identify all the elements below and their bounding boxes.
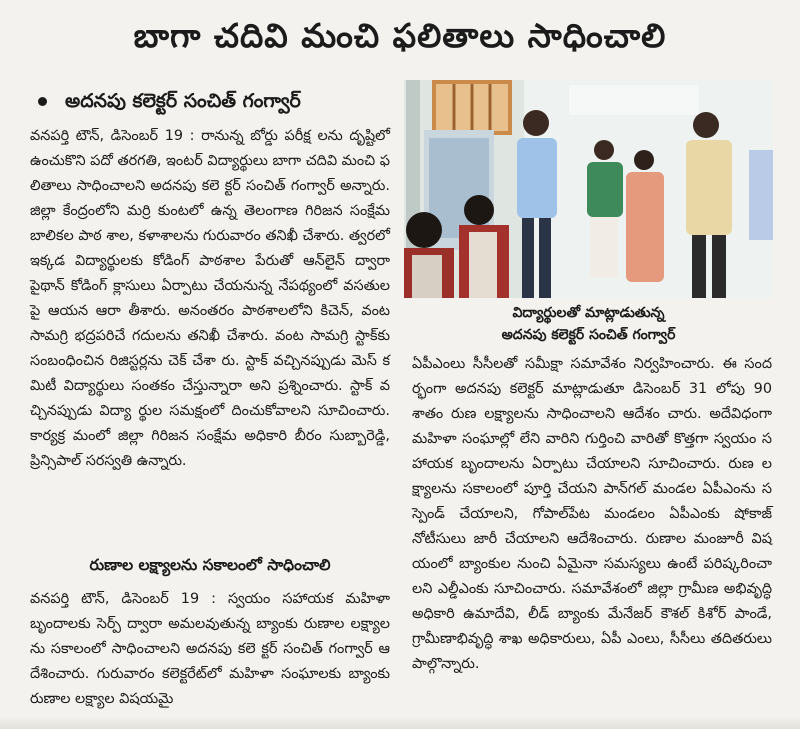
photo-caption <box>404 302 773 346</box>
caption-line-1: విద్యార్థులతో మాట్లాడుతున్న <box>512 305 665 321</box>
section-subheading: రుణాల లక్ష్యాలను సకాలంలో సాధించాలి <box>89 556 331 574</box>
page-title: బాగా చదివి మంచి ఫలితాలు సాధించాలి <box>133 16 667 55</box>
bullet-icon <box>38 97 47 106</box>
article-body-main: వనపర్తి టౌన్, డిసెంబర్ 19 : రానున్న బోర్డు పరీక్ష లను దృష్టిలో ఉంచుకొని పదో తరగతి, ఇంటర్ విద్యార్థులు బాగా చదివి మంచి ఫలితాలు సాధించాలని అదనపు కలె క్టర్ సంచిత్ గంగ్వార్ అన్నారు. జిల్లా కేంద్రంలోని మర్రి కుంటలో ఉన్న తెలంగాణ గిరిజన సంక్షేమ బాలికల పాఠ శాల, కళాశాలను గురువారం తనిఖీ చేశారు. త్వరలో ఇక్కడ విద్యార్థులకు కోడింగ్ పాఠశాల పేరుతో ఆన్‌లైన్ ద్వారా పైథాన్ కోడింగ్ క్లాసులు ఏర్పాటు చేయనున్న నేపథ్యంలో వసతులపై ఆయన ఆరా తీశారు. అనంతరం పాఠశాలలోని కిచెన్, వంట సామగ్రి భద్రపరిచే గదులను తనిఖీ చేశారు. వంట సామగ్రి స్టాక్‌కు సంబంధించిన రిజిస్టర్లను చెక్ చేశా రు. స్టాక్ వచ్చినప్పుడు మెస్ కమిటీ విద్యార్థులు సంతకం చేస్తున్నారా అని ప్రశ్నించారు. స్టాక్ వచ్చినప్పుడు విద్యా ర్థుల సమక్షంలో దించుకోవాలని సూచించారు. కార్యక్ర మంలో జిల్లా గిరిజన సంక్షేమ అధికారి బీరం సుబ్బారెడ్డి, ప్రిన్సిపాల్ సరస్వతి ఉన్నారు. <box>30 128 390 469</box>
byline <box>38 88 398 114</box>
news-photo <box>404 80 773 298</box>
page-bottom-edge <box>0 716 800 729</box>
article-body-second: వనపర్తి టౌన్, డిసెంబర్ 19 : స్వయం సహాయక మహిళా బృందాలకు సెర్ప్ ద్వారా అమలవుతున్న బ్యాంకు రుణాల లక్ష్యాలను సకాలంలో సాధించాలని అదనపు కలె క్టర్ సంచిత్ గంగ్వార్ ఆదేశించారు. గురువారం కలెక్టరేట్‌లో మహిళా సంఘాలకు బ్యాంకు రుణాల లక్ష్యాల విషయమై <box>30 591 390 707</box>
byline-text: అదనపు కలెక్టర్ సంచిత్ గంగ్వార్ <box>65 90 301 112</box>
classroom-photo-illustration <box>404 80 773 298</box>
caption-line-2: అదనపు కలెక్టర్ సంచిత్ గంగ్వార్ <box>501 327 676 343</box>
article-body-right: ఏపీఎంలు సీసీలతో సమీక్షా సమావేశం నిర్వహించారు. ఈ సందర్భంగా అదనపు కలెక్టర్ మాట్లాడుతూ డిసెంబర్ 31 లోపు 90 శాతం రుణ లక్ష్యాలను సాధించాలని ఆదేశం చారు. అదేవిధంగా మహిళా సంఘాల్లో లేని వారిని గుర్తించి వారితో కొత్తగా స్వయం సహాయక బృందాలను ఏర్పాటు చేయాలని సూచించారు. రుణ లక్ష్యాలను సకాలంలో పూర్తి చేయని పాన్‌గల్ మండల ఏపీఎంను సస్పెండ్ చేయాలని, గోపాల్‌పేట మండలం ఏపీఎంకు షోకాజ్ నోటీసులు జారీ చేయాలని ఆదేశించారు. రుణాల మంజూరీ విషయంలో బ్యాంకుల నుంచి ఏమైనా సమస్యలు ఉంటే పరిష్కరించా లని ఎల్డీఎంకు సూచించారు. సమావేశంలో జిల్లా గ్రామీణ అభివృద్ధి అధికారి ఉమాదేవి, లీడ్ బ్యాంకు మేనేజర్ కౌశల్ కిశోర్ పాండే, గ్రామీణాభివృద్ధి శాఖ అధికారులు, ఏపీ ఎంలు, సీసీలు తదితరులు పాల్గొన్నారు. <box>412 356 772 672</box>
